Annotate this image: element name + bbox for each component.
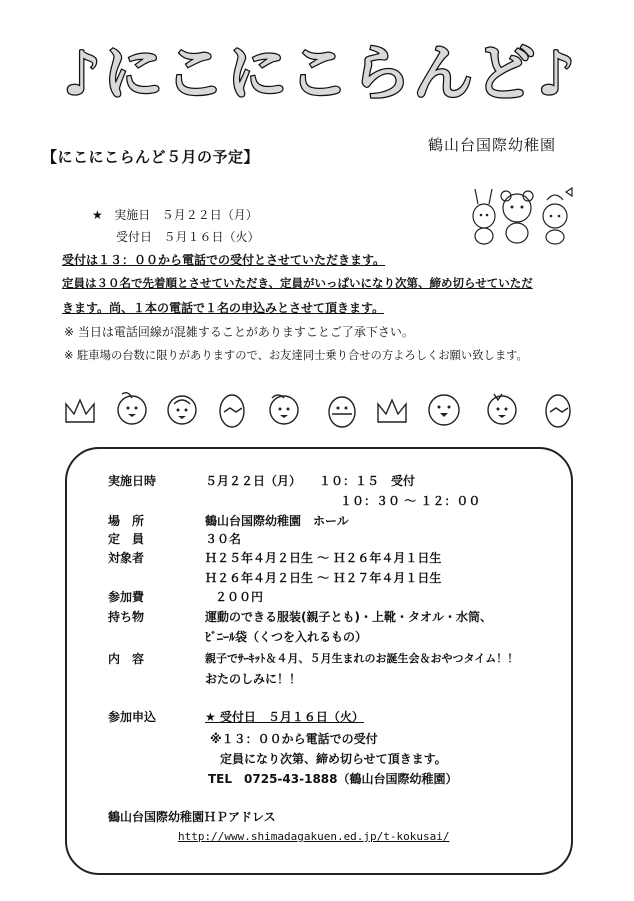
fee-value: ２００円 bbox=[215, 590, 264, 604]
items-label: 持ち物 bbox=[108, 610, 145, 624]
mascots-illustration bbox=[462, 186, 580, 246]
date-label: 実施日 bbox=[114, 208, 151, 222]
notice-line-1: 受付は１３：００から電話での受付とさせていただきます。 bbox=[62, 253, 386, 267]
notice-line-2: 定員は３０名で先着順とさせていただき、定員がいっぱいになり次第、締め切らせていただ bbox=[62, 276, 533, 290]
fee-label: 参加費 bbox=[108, 590, 145, 604]
place-label: 場 所 bbox=[108, 514, 145, 528]
hp-label: 鶴山台国際幼稚園ＨＰアドレス bbox=[108, 810, 276, 824]
crown-icon bbox=[66, 400, 94, 422]
capacity-label: 定 員 bbox=[108, 532, 145, 546]
section-heading: 【にこにこらんど５月の予定】 bbox=[42, 148, 260, 166]
items-value-2: ﾋﾞﾆｰﾙ袋（くつを入れるもの） bbox=[205, 630, 368, 644]
time-range-value: １０：３０ ～ １２：００ bbox=[340, 494, 481, 508]
apply-note-1: ※１３：００から電話での受付 bbox=[210, 732, 378, 746]
reception-value: ５月１６日（火） bbox=[163, 230, 260, 244]
capacity-value: ３０名 bbox=[205, 532, 242, 546]
page-title bbox=[40, 32, 600, 112]
content-value-2: おたのしみに！！ bbox=[205, 672, 302, 686]
schedule-reception bbox=[116, 228, 259, 245]
apply-note-2: 定員になり次第、締め切らせて頂きます。 bbox=[220, 752, 447, 766]
crown-icon bbox=[378, 400, 406, 422]
decorative-chicks-row bbox=[62, 390, 582, 432]
target-value-2: Ｈ２６年４月２日生 ～ Ｈ２７年４月１日生 bbox=[205, 571, 442, 585]
note-2: ※ 駐車場の台数に限りがありますので、お友達同士乗り合せの方よろしくお願い致します。 bbox=[64, 349, 528, 362]
phone-number: TEL 0725-43-1888（鶴山台国際幼稚園） bbox=[208, 772, 458, 786]
target-label: 対象者 bbox=[108, 551, 145, 565]
school-name: 鶴山台国際幼稚園 bbox=[428, 136, 557, 154]
notice-line-3: きます。尚、１本の電話で１名の申込みとさせて頂きます。 bbox=[62, 301, 385, 315]
apply-value: ★ 受付日 ５月１６日（火） bbox=[205, 710, 364, 724]
date-time-value: ５月２２日（月） １０：１５ 受付 bbox=[205, 474, 416, 488]
star-icon: ★ bbox=[92, 208, 103, 222]
apply-label: 参加申込 bbox=[108, 710, 157, 724]
target-value-1: Ｈ２５年４月２日生 ～ Ｈ２６年４月１日生 bbox=[205, 551, 442, 565]
content-value-1: 親子でｻｰｷｯﾄ＆４月、５月生まれのお誕生会＆おやつタイム！！ bbox=[205, 652, 519, 665]
date-time-label: 実施日時 bbox=[108, 474, 157, 488]
note-1: ※ 当日は電話回線が混雑することがありますことご了承下さい。 bbox=[64, 325, 414, 339]
schedule-date bbox=[92, 206, 258, 223]
title-text: ♪にこにこらんど♪ bbox=[62, 39, 578, 109]
items-value-1: 運動のできる服装(親子とも)・上靴・タオル・水筒、 bbox=[205, 610, 492, 624]
date-value: ５月２２日（月） bbox=[161, 208, 258, 222]
hp-link[interactable]: http://www.shimadagakuen.ed.jp/t-kokusai/ bbox=[178, 830, 450, 843]
content-label: 内 容 bbox=[108, 652, 145, 666]
place-value: 鶴山台国際幼稚園 ホール bbox=[205, 514, 349, 528]
reception-label: 受付日 bbox=[116, 230, 153, 244]
